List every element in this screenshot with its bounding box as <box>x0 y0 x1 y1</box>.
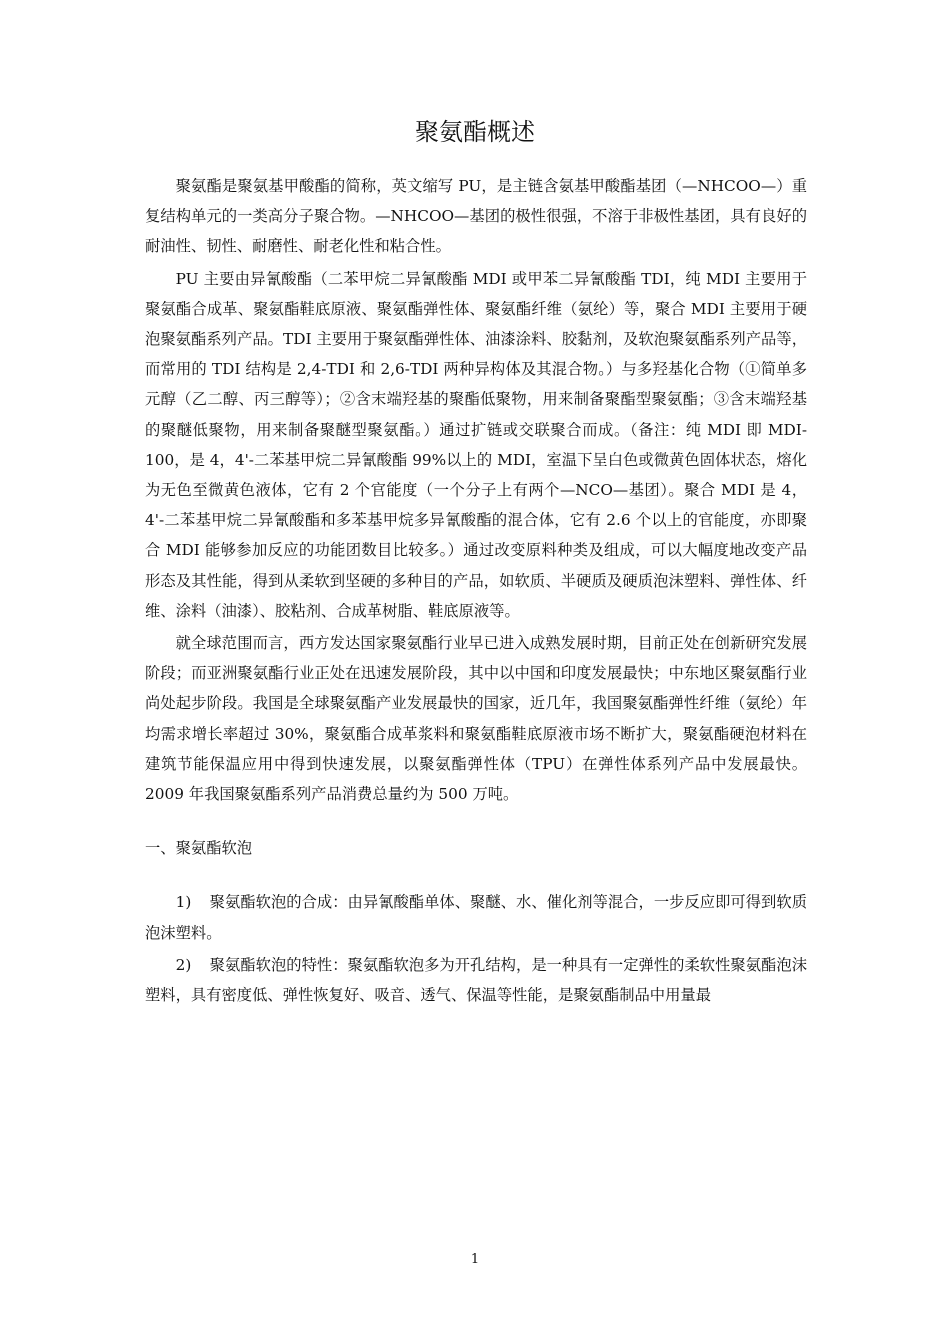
list-text: 聚氨酯软泡的合成：由异氰酸酯单体、聚醚、水、催化剂等混合，一步反应即可得到软质泡沫塑料。 <box>145 893 807 942</box>
paragraph-intro: 聚氨酯是聚氨基甲酸酯的简称，英文缩写 PU，是主链含氨基甲酸酯基团（—NHCOO—）重复结构单元的一类高分子聚合物。—NHCOO—基团的极性很强，不溶于非极性基团，具有良好的耐油性、韧性、耐磨性、耐老化性和粘合性。 <box>145 177 807 256</box>
list-item <box>145 887 807 947</box>
document-body <box>145 171 807 1012</box>
list-number: 2) <box>175 955 192 974</box>
paragraph-industry: 就全球范围而言，西方发达国家聚氨酯行业早已进入成熟发展时期，目前正处在创新研究发展阶段；而亚洲聚氨酯行业正处在迅速发展阶段，其中以中国和印度发展最快；中东地区聚氨酯行业尚处起步阶段。我国是全球聚氨酯产业发展最快的国家，近几年，我国聚氨酯弹性纤维（氨纶）年均需求增长率超过 30%，聚氨酯合成革浆料和聚氨酯鞋底原液市场不断扩大，聚氨酯硬泡材料在建筑节能保温应用中得到快速发展，以聚氨酯弹性体（TPU）在弹性体系列产品中发展最快。2009 年我国聚氨酯系列产品消费总量约为 500 万吨。 <box>145 634 807 804</box>
list-number: 1) <box>175 893 192 912</box>
section-heading: 一、聚氨酯软泡 <box>145 839 253 858</box>
page-number: 1 <box>470 1252 480 1267</box>
document-title: 聚氨酯概述 <box>415 118 535 146</box>
list-item <box>145 950 807 1010</box>
paragraph-composition: PU 主要由异氰酸酯（二苯甲烷二异氰酸酯 MDI 或甲苯二异氰酸酯 TDI，纯 MDI 主要用于聚氨酯合成革、聚氨酯鞋底原液、聚氨酯弹性体、聚氨酯纤维（氨纶）等，聚合 MDI 主要用于硬泡聚氨酯系列产品。TDI 主要用于聚氨酯弹性体、油漆涂料、胶黏剂，及软泡聚氨酯系列产品等，而常用的 TDI 结构是 2,4-TDI 和 2,6-TDI 两种异构体及其混合物。）与多羟基化合物（①简单多元醇（乙二醇、丙三醇等）；②含末端羟基的聚酯低聚物，用来制备聚酯型聚氨酯；③含末端羟基的聚醚低聚物，用来制备聚醚型聚氨酯。）通过扩链或交联聚合而成。（备注：纯 MDI 即 MDI-100，是 4，4'-二苯基甲烷二异氰酸酯 99%以上的 MDI，室温下呈白色或微黄色固体状态，熔化为无色至微黄色液体，它有 2 个官能度（一个分子上有两个—NCO—基团）。聚合 MDI 是 4，4'-二苯基甲烷二异氰酸酯和多苯基甲烷多异氰酸酯的混合体，它有 2.6 个以上的官能度，亦即聚合 MDI 能够参加反应的功能团数目比较多。）通过改变原料种类及组成，可以大幅度地改变产品形态及其性能，得到从柔软到坚硬的多种目的产品，如软质、半硬质及硬质泡沫塑料、弹性体、纤维、涂料（油漆）、胶粘剂、合成革树脂、鞋底原液等。 <box>145 269 807 620</box>
list-text: 聚氨酯软泡的特性：聚氨酯软泡多为开孔结构，是一种具有一定弹性的柔软性聚氨酯泡沫塑料，具有密度低、弹性恢复好、吸音、透气、保温等性能，是聚氨酯制品中用量最 <box>145 955 807 1005</box>
